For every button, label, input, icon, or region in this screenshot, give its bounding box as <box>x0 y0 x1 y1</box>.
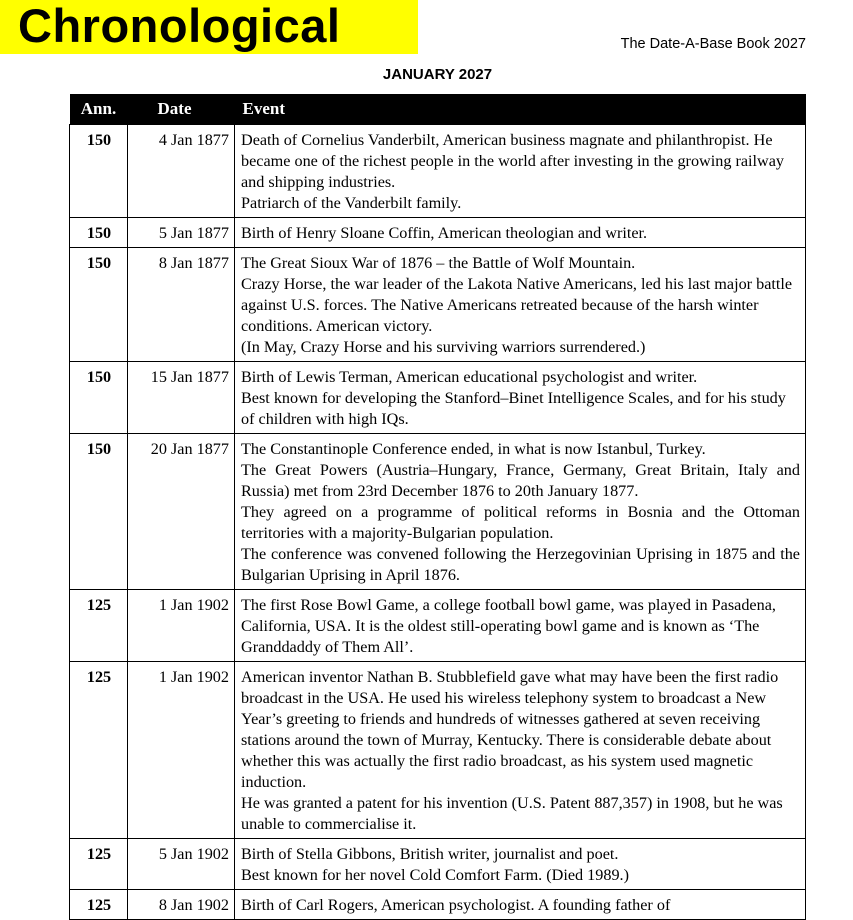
event-line: Death of Cornelius Vanderbilt, American business magnate and philanthropist. He became one of the richest people in the world after investing in the growing railway and shipping industries. <box>241 131 785 191</box>
event-line: Birth of Stella Gibbons, British writer, journalist and poet. <box>241 845 619 863</box>
event-line: Best known for her novel Cold Comfort Farm. (Died 1989.) <box>241 866 629 884</box>
event-line: They agreed on a programme of political reforms in Bosnia and the Ottoman territories with a majority-Bulgarian population. <box>241 503 800 542</box>
anniversary-cell: 150 <box>70 218 128 248</box>
table-row <box>70 434 806 590</box>
table-row <box>70 590 806 662</box>
anniversary-cell: 150 <box>70 248 128 362</box>
table-row <box>70 890 806 920</box>
events-table <box>69 94 806 920</box>
event-cell <box>235 218 806 248</box>
event-line: Crazy Horse, the war leader of the Lakota Native Americans, led his last major battle against U.S. forces. The Native Americans retreated because of the harsh winter conditions. American victory. <box>241 275 793 335</box>
anniversary-cell: 125 <box>70 662 128 839</box>
event-line: American inventor Nathan B. Stubblefield gave what may have been the first radio broadcast in the USA. He used his wireless telephony system to broadcast a New Year’s greeting to friends and hundreds of witnesses gathered at seven receiving stations around the town of Murray, Kentucky. There is considerable debate about whether this was actually the first radio broadcast, as his system used magnetic induction. <box>241 668 779 791</box>
event-line: The Great Sioux War of 1876 – the Battle of Wolf Mountain. <box>241 254 636 272</box>
date-cell: 5 Jan 1902 <box>128 839 235 890</box>
table-row <box>70 839 806 890</box>
event-line: Birth of Henry Sloane Coffin, American theologian and writer. <box>241 224 648 242</box>
event-cell <box>235 362 806 434</box>
anniversary-cell: 125 <box>70 590 128 662</box>
event-cell <box>235 839 806 890</box>
anniversary-cell: 125 <box>70 890 128 920</box>
event-cell <box>235 590 806 662</box>
table-row <box>70 218 806 248</box>
event-cell <box>235 890 806 920</box>
date-cell: 8 Jan 1877 <box>128 248 235 362</box>
table-row <box>70 125 806 218</box>
table-row <box>70 362 806 434</box>
event-line: (In May, Crazy Horse and his surviving warriors surrendered.) <box>241 338 646 356</box>
table-row <box>70 662 806 839</box>
event-line: The Great Powers (Austria–Hungary, France, Germany, Great Britain, Italy and Russia) met from 23rd December 1876 to 20th January 1877. <box>241 461 800 500</box>
event-cell <box>235 662 806 839</box>
column-header-date: Date <box>128 94 235 125</box>
event-line: The first Rose Bowl Game, a college football bowl game, was played in Pasadena, California, USA. It is the oldest still-operating bowl game and is known as ‘The Granddaddy of Them All’. <box>241 596 776 656</box>
event-cell <box>235 125 806 218</box>
event-line: Birth of Carl Rogers, American psychologist. A founding father of <box>241 896 671 914</box>
event-cell <box>235 248 806 362</box>
event-cell <box>235 434 806 590</box>
anniversary-cell: 125 <box>70 839 128 890</box>
date-cell: 1 Jan 1902 <box>128 662 235 839</box>
anniversary-cell: 150 <box>70 434 128 590</box>
table-row <box>70 248 806 362</box>
event-line: Patriarch of the Vanderbilt family. <box>241 194 462 212</box>
month-title: JANUARY 2027 <box>382 66 493 83</box>
date-cell: 1 Jan 1902 <box>128 590 235 662</box>
event-line: Birth of Lewis Terman, American educational psychologist and writer. <box>241 368 698 386</box>
column-header-event: Event <box>235 94 806 125</box>
section-title: Chronological <box>18 0 341 52</box>
date-cell: 20 Jan 1877 <box>128 434 235 590</box>
date-cell: 5 Jan 1877 <box>128 218 235 248</box>
date-cell: 15 Jan 1877 <box>128 362 235 434</box>
date-cell: 8 Jan 1902 <box>128 890 235 920</box>
column-header-ann: Ann. <box>70 94 128 125</box>
event-line: Best known for developing the Stanford–Binet Intelligence Scales, and for his study of children with high IQs. <box>241 389 786 428</box>
anniversary-cell: 150 <box>70 125 128 218</box>
event-line: The conference was convened following the Herzegovinian Uprising in 1875 and the Bulgarian Uprising in April 1876. <box>241 545 800 584</box>
anniversary-cell: 150 <box>70 362 128 434</box>
event-line: He was granted a patent for his invention (U.S. Patent 887,357) in 1908, but he was unable to commercialise it. <box>241 794 783 833</box>
date-cell: 4 Jan 1877 <box>128 125 235 218</box>
section-banner <box>0 0 418 54</box>
table-header-row <box>70 94 806 125</box>
event-line: The Constantinople Conference ended, in what is now Istanbul, Turkey. <box>241 440 706 458</box>
book-title: The Date-A-Base Book 2027 <box>620 36 806 52</box>
